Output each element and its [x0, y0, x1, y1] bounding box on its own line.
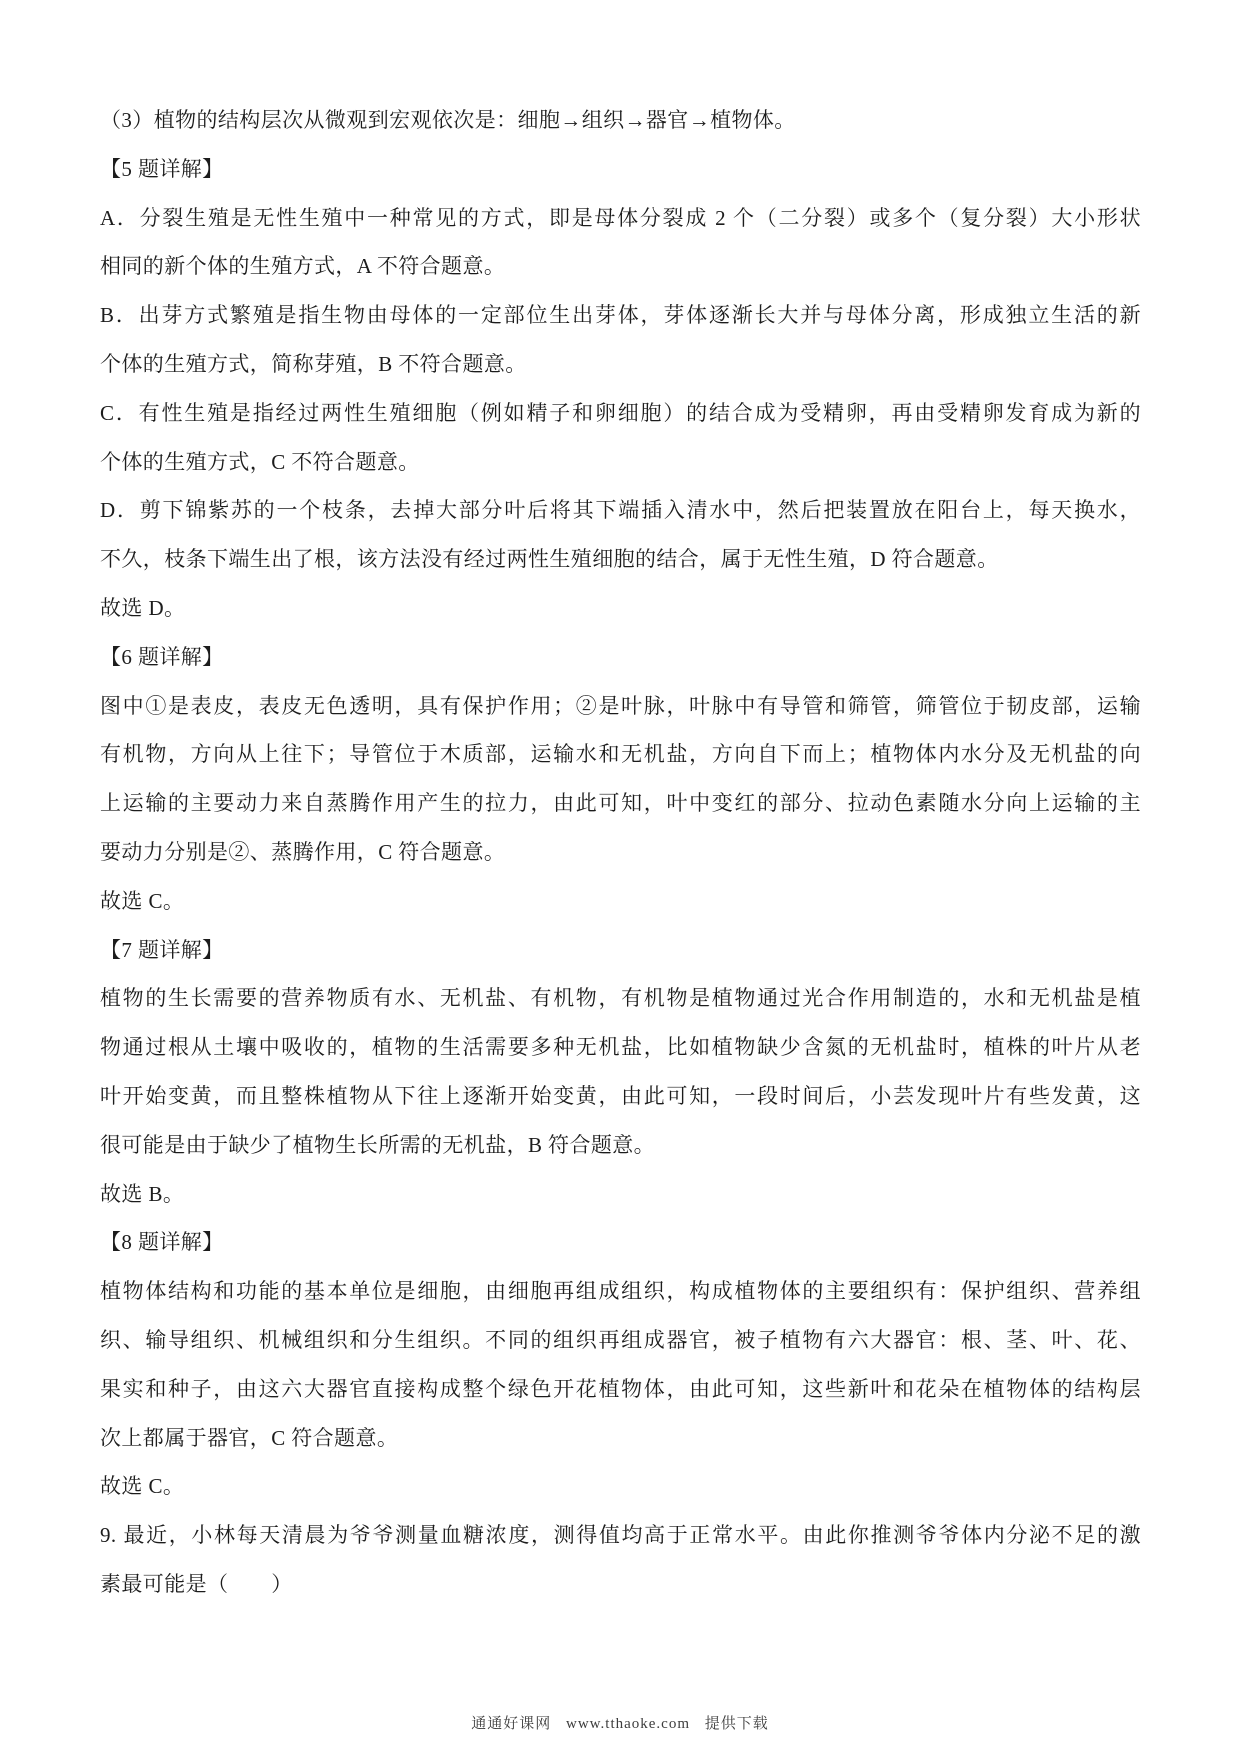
text-line: （3）植物的结构层次从微观到宏观依次是：细胞→组织→器官→植物体。 [100, 108, 796, 132]
text-line: 叶开始变黄，而且整株植物从下往上逐渐开始变黄，由此可知，一段时间后，小芸发现叶片有些发黄，这 [100, 1083, 1141, 1108]
text-line: 故选 C。 [100, 1474, 185, 1499]
text-line: 9. 最近，小林每天清晨为爷爷测量血糖浓度，测得值均高于正常水平。由此你推测爷爷体内分泌不足的激 [100, 1523, 1141, 1548]
text-line: 很可能是由于缺少了植物生长所需的无机盐，B 符合题意。 [100, 1132, 656, 1157]
footer-download-label: 提供下载 [704, 1716, 769, 1732]
text-line: 个体的生殖方式，简称芽殖，B 不符合题意。 [100, 351, 527, 376]
text-line: 【5 题详解】 [100, 156, 224, 181]
text-line: 图中①是表皮，表皮无色透明，具有保护作用；②是叶脉，叶脉中有导管和筛管，筛管位于韧皮部，运输 [100, 693, 1141, 718]
text-line: A．分裂生殖是无性生殖中一种常见的方式，即是母体分裂成 2 个（二分裂）或多个（复分裂）大小形状 [100, 205, 1141, 230]
text-line: 不久，枝条下端生出了根，该方法没有经过两性生殖细胞的结合，属于无性生殖，D 符合题意。 [100, 547, 999, 572]
text-line: 织、输导组织、机械组织和分生组织。不同的组织再组成器官，被子植物有六大器官：根、茎、叶、花、 [100, 1327, 1141, 1352]
text-line: 植物体结构和功能的基本单位是细胞，由细胞再组成组织，构成植物体的主要组织有：保护组织、营养组 [100, 1279, 1141, 1304]
text-line: 素最可能是（ ） [100, 1571, 293, 1596]
text-line: 上运输的主要动力来自蒸腾作用产生的拉力，由此可知，叶中变红的部分、拉动色素随水分向上运输的主 [100, 791, 1141, 816]
text-line: C．有性生殖是指经过两性生殖细胞（例如精子和卵细胞）的结合成为受精卵，再由受精卵发育成为新的 [100, 400, 1141, 425]
document-body [100, 96, 1141, 1609]
page-footer [0, 1712, 1240, 1733]
text-line: 果实和种子，由这六大器官直接构成整个绿色开花植物体，由此可知，这些新叶和花朵在植物体的结构层 [100, 1376, 1141, 1401]
text-line: 故选 D。 [100, 595, 186, 620]
text-line: 次上都属于器官，C 符合题意。 [100, 1425, 399, 1450]
text-line: 要动力分别是②、蒸腾作用，C 符合题意。 [100, 839, 506, 864]
text-line: 故选 C。 [100, 888, 185, 913]
text-line: B．出芽方式繁殖是指生物由母体的一定部位生出芽体，芽体逐渐长大并与母体分离，形成独立生活的新 [100, 303, 1141, 328]
text-line: D．剪下锦紫苏的一个枝条，去掉大部分叶后将其下端插入清水中，然后把装置放在阳台上，每天换水， [100, 498, 1141, 523]
text-line: 相同的新个体的生殖方式，A 不符合题意。 [100, 254, 506, 279]
text-line: 【6 题详解】 [100, 644, 224, 669]
footer-site-name: 通通好课网 [471, 1716, 552, 1732]
text-line: 物通过根从土壤中吸收的，植物的生活需要多种无机盐，比如植物缺少含氮的无机盐时，植株的叶片从老 [100, 1035, 1141, 1060]
text-line: 【7 题详解】 [100, 937, 224, 962]
text-line: 故选 B。 [100, 1181, 185, 1206]
text-line: 【8 题详解】 [100, 1230, 224, 1255]
text-line: 个体的生殖方式，C 不符合题意。 [100, 449, 420, 474]
footer-url: www.tthaoke.com [566, 1716, 690, 1732]
text-line: 植物的生长需要的营养物质有水、无机盐、有机物，有机物是植物通过光合作用制造的，水和无机盐是植 [100, 986, 1141, 1011]
text-line: 有机物，方向从上往下；导管位于木质部，运输水和无机盐，方向自下而上；植物体内水分及无机盐的向 [100, 742, 1141, 767]
